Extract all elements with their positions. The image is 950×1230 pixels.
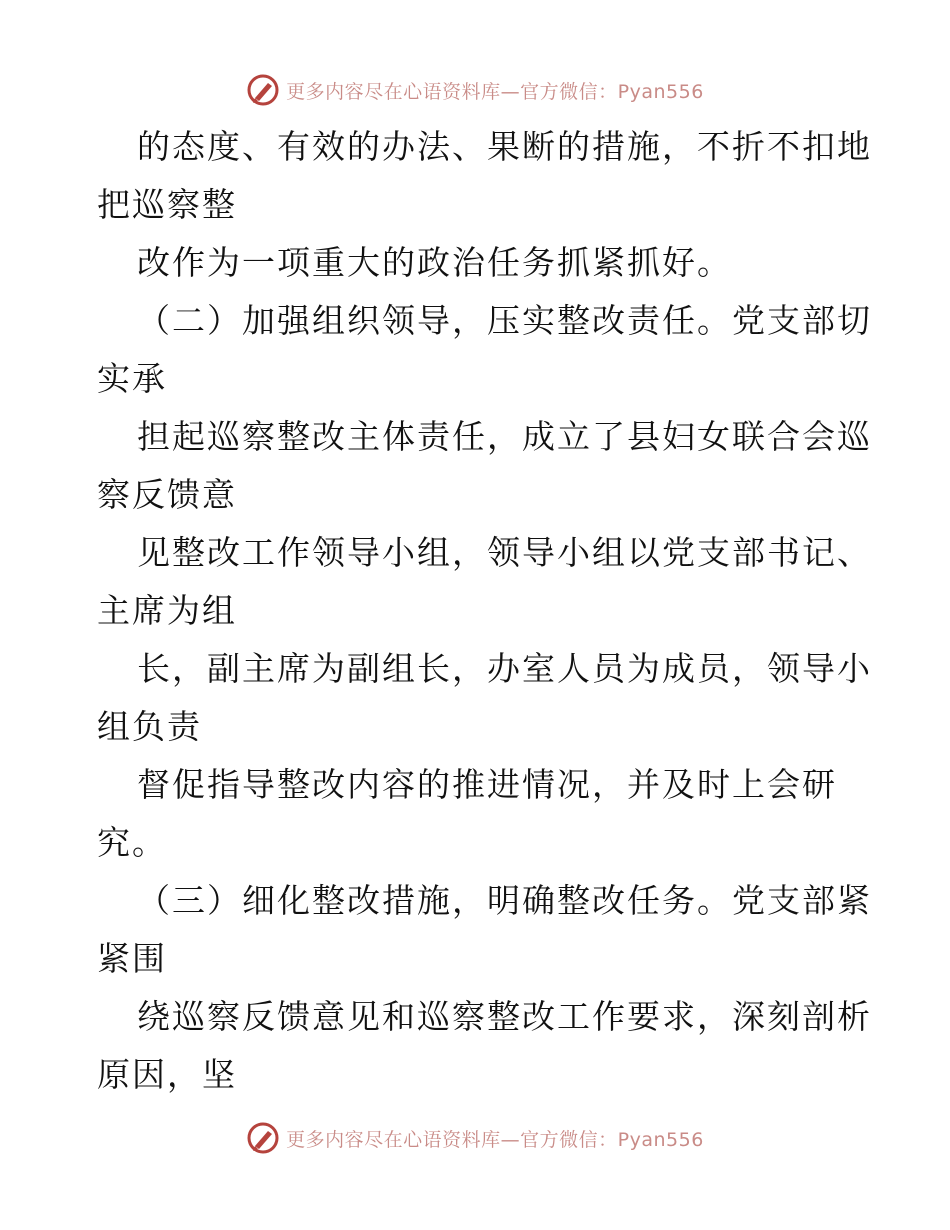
header-watermark — [0, 70, 950, 110]
pen-logo-icon — [246, 73, 280, 107]
text-line: 把巡察整 — [97, 185, 237, 224]
document-body — [97, 118, 872, 1104]
text-line: （二）加强组织领导，压实整改责任。党支部切 — [137, 301, 872, 340]
pen-logo-icon — [246, 1121, 280, 1155]
text-line: 担起巡察整改主体责任，成立了县妇女联合会巡 — [137, 417, 872, 456]
footer-watermark — [0, 1118, 950, 1158]
text-line: （三）细化整改措施，明确整改任务。党支部紧 — [137, 881, 872, 920]
text-line: 究。 — [97, 823, 167, 862]
text-line: 改作为一项重大的政治任务抓紧抓好。 — [137, 243, 732, 282]
footer-watermark-text: 更多内容尽在心语资料库—官方微信：Pyan556 — [286, 1128, 704, 1151]
text-line: 见整改工作领导小组，领导小组以党支部书记、 — [137, 533, 872, 572]
header-watermark-text: 更多内容尽在心语资料库—官方微信：Pyan556 — [286, 80, 704, 103]
text-line: 紧围 — [97, 939, 167, 978]
text-line: 原因，坚 — [97, 1055, 237, 1094]
text-line: 组负责 — [97, 707, 202, 746]
text-line: 实承 — [97, 359, 167, 398]
text-line: 督促指导整改内容的推进情况，并及时上会研 — [137, 765, 837, 804]
text-line: 的态度、有效的办法、果断的措施，不折不扣地 — [137, 127, 872, 166]
text-line: 主席为组 — [97, 591, 237, 630]
text-line: 察反馈意 — [97, 475, 237, 514]
text-line: 长，副主席为副组长，办室人员为成员，领导小 — [137, 649, 872, 688]
text-line: 绕巡察反馈意见和巡察整改工作要求，深刻剖析 — [137, 997, 872, 1036]
